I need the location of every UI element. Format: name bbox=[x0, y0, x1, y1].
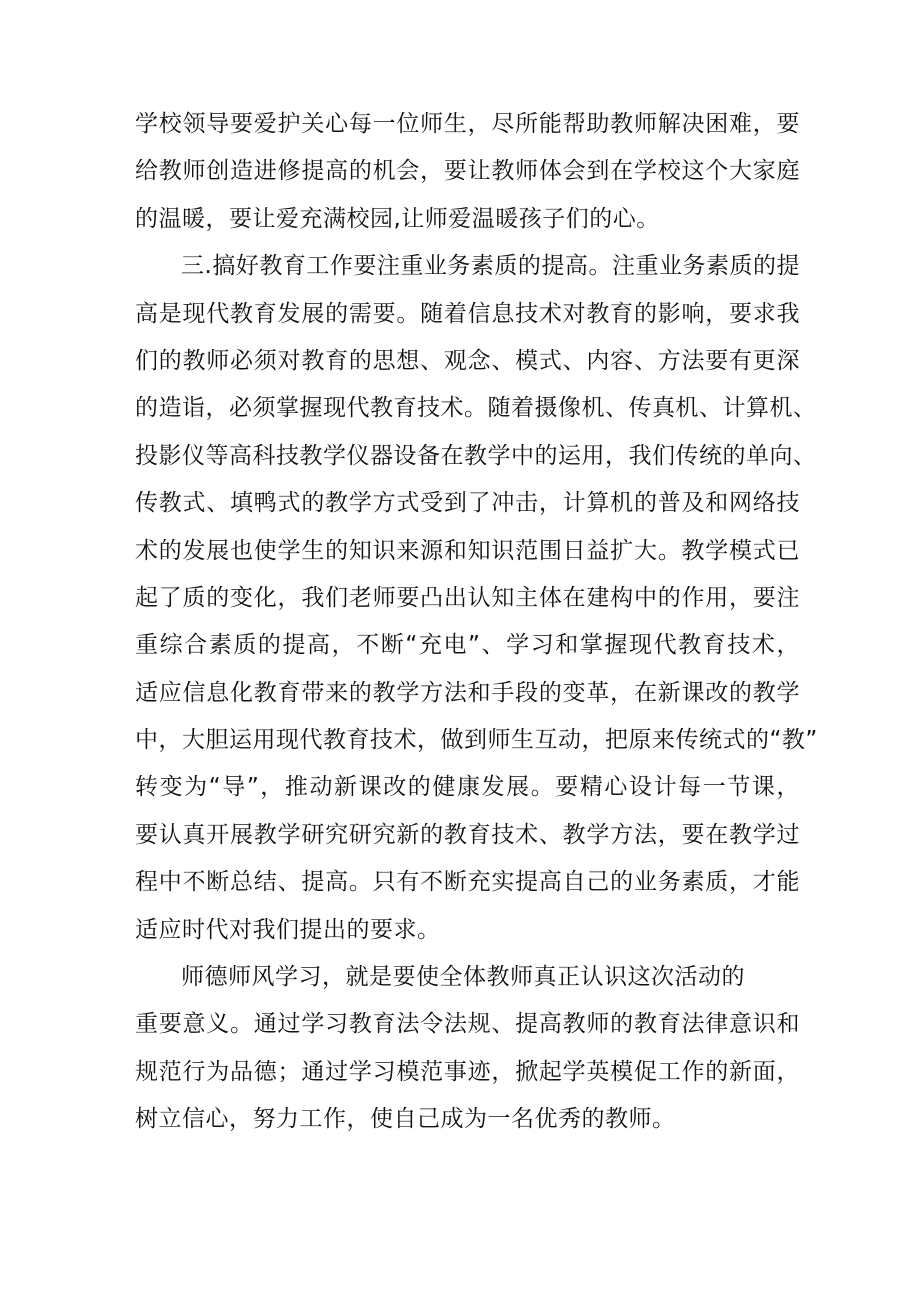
text-line: 规范行为品德；通过学习模范事迹，掀起学英模促工作的新面， bbox=[135, 1058, 800, 1085]
text-line: 适应时代对我们提出的要求。 bbox=[135, 916, 441, 943]
text-line: 重综合素质的提高，不断“充电”、学习和掌握现代教育技术， bbox=[135, 632, 800, 659]
text-line: 三.搞好教育工作要注重业务素质的提高。注重业务素质的提 bbox=[181, 253, 800, 280]
text-line: 程中不断总结、提高。只有不断充实提高自己的业务素质，才能 bbox=[135, 869, 800, 896]
text-line: 中，大胆运用现代教育技术，做到师生互动，把原来传统式的“教” bbox=[135, 727, 818, 754]
paragraph-professional-quality bbox=[135, 250, 818, 945]
document-body bbox=[135, 108, 818, 1151]
paragraph-ethics-study bbox=[135, 961, 800, 1135]
text-line: 转变为“导”，推动新课改的健康发展。要精心设计每一节课， bbox=[135, 774, 800, 801]
text-line: 高是现代教育发展的需要。随着信息技术对教育的影响，要求我 bbox=[135, 300, 800, 327]
text-line: 的造诣，必须掌握现代教育技术。随着摄像机、传真机、计算机、 bbox=[135, 395, 817, 422]
text-line: 们的教师必须对教育的思想、观念、模式、内容、方法要有更深 bbox=[135, 347, 800, 374]
text-line: 的温暖，要让爱充满校园,让师爱温暖孩子们的心。 bbox=[135, 205, 660, 232]
text-line: 适应信息化教育带来的教学方法和手段的变革，在新课改的教学 bbox=[135, 679, 800, 706]
text-line: 要认真开展教学研究研究新的教育技术、教学方法，要在教学过 bbox=[135, 821, 800, 848]
text-line: 传教式、填鸭式的教学方式受到了冲击，计算机的普及和网络技 bbox=[135, 490, 800, 517]
text-line: 树立信心，努力工作，使自己成为一名优秀的教师。 bbox=[135, 1106, 676, 1133]
text-line: 师德师风学习，就是要使全体教师真正认识这次活动的 bbox=[181, 964, 745, 991]
text-line: 给教师创造进修提高的机会，要让教师体会到在学校这个大家庭 bbox=[135, 158, 800, 185]
text-line: 术的发展也使学生的知识来源和知识范围日益扩大。教学模式已 bbox=[135, 537, 800, 564]
text-line: 起了质的变化，我们老师要凸出认知主体在建构中的作用，要注 bbox=[135, 584, 800, 611]
text-line: 重要意义。通过学习教育法令法规、提高教师的教育法律意识和 bbox=[135, 1011, 800, 1038]
text-line: 学校领导要爱护关心每一位师生，尽所能帮助教师解决困难，要 bbox=[135, 111, 800, 137]
paragraph-school-leaders bbox=[135, 108, 800, 235]
text-line: 投影仪等高科技教学仪器设备在教学中的运用，我们传统的单向、 bbox=[135, 442, 817, 469]
